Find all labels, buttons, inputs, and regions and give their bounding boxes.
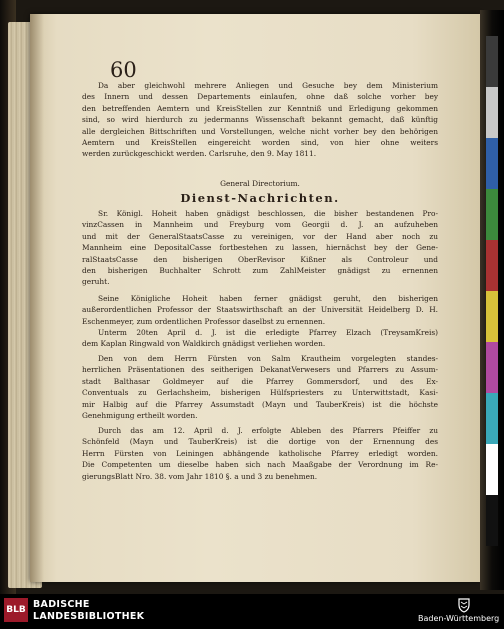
text-line: Herrn Fürsten von Leiningen abhängende katholische Pfarrey erledigt worden.: [82, 448, 438, 458]
gutter-shadow: [30, 14, 44, 582]
text-line: Mannheim eine DepositalCasse fortbestehen zu lassen, hiernächst bey der Gene-: [82, 243, 438, 253]
text-line: Die Competenten um dieselbe haben sich nach Maaßgabe der Verordnung im Re-: [82, 460, 438, 470]
text-line: Durch das am 12. April d. J. erfolgte Ableben des Pfarrers Pfeiffer zu: [98, 426, 438, 435]
text-line: Aemtern und KreisStellen eingereicht worden sind, von hier ohne weiters: [82, 138, 438, 147]
text-line: Unterm 20ten April d. J. ist die erledigte Pfarrey Elzach (TreysamKreis): [98, 328, 438, 337]
text-line: außerordentlichen Professor der Staatswirthschaft an der Universität Heidelberg D. H.: [82, 305, 438, 315]
text-line: den bisherigen Buchhalter Schrott zum ZahlMeister gnädigst zu ernennen: [82, 266, 438, 275]
section-heading: Dienst-Nachrichten.: [180, 191, 340, 205]
text-line: geruht.: [82, 277, 110, 287]
signature: General Directorium.: [220, 179, 300, 188]
text-line: ralStaatsCasse den bisherigen OberRevisor Kißner als Controleur und: [82, 254, 438, 264]
library-name: BADISCHE LANDESBIBLIOTHEK: [33, 599, 145, 622]
text-line: des Innern und dessen Departements einlaufen, ohne daß solche vorher bey: [82, 92, 438, 102]
text-line: stadt Balthasar Goldmeyer auf die Pfarrey Gommersdorf, und des Ex-: [82, 376, 438, 386]
blb-logo: BLB: [4, 598, 28, 622]
coat-of-arms-icon: [456, 597, 472, 613]
text-line: herrlichen Präsentationen des seitherigen DekanatVerwesers und Pfarrers zu Assum-: [82, 365, 438, 375]
footer-bar: [0, 594, 504, 629]
text-line: Schönfeld (Mayn und TauberKreis) ist die dortige von der Ernennung des: [82, 437, 438, 447]
text-line: sind, so wird hierdurch zu jedermanns Wissenschaft bekannt gemacht, daß künftig: [82, 115, 438, 125]
text-line: Da aber gleichwohl mehrere Anliegen und Gesuche bey dem Ministerium: [98, 81, 438, 90]
state-label: Baden-Württemberg: [418, 614, 500, 623]
text-line: alle dergleichen Bittschriften und Vorstellungen, welche nicht vorher bey den behörigen: [82, 126, 438, 136]
text-line: werden zurückgeschickt werden. Carlsruhe, den 9. May 1811.: [82, 149, 317, 159]
text-line: den betreffenden Aemtern und KreisStellen zur Kenntniß und Erledigung gekommen: [82, 103, 438, 113]
text-line: dem Kaplan Ringwald von Waldkirch gnädigst verliehen worden.: [82, 339, 326, 349]
text-line: Eschenmeyer, zum ordentlichen Professor daselbst zu ernennen.: [82, 316, 326, 326]
text-line: gierungsBlatt Nro. 38. vom Jahr 1810 §. a und 3 zu benehmen.: [82, 471, 318, 481]
text-line: Sr. Königl. Hoheit haben gnädigst beschlossen, die bisher bestandenen Pro-: [98, 209, 438, 218]
text-line: vinzCassen in Mannheim und Freyburg vom Georgii d. J. an aufzuheben: [82, 220, 438, 230]
text-line: Den von dem Herrn Fürsten von Salm Krautheim vorgelegten standes-: [98, 354, 438, 363]
color-calibration-strip: [486, 36, 498, 546]
text-line: Genehmigung ertheilt worden.: [82, 411, 198, 420]
text-line: und mit der GeneralStaatsCasse zu vereinigen, vor der Hand aber noch zu: [82, 231, 438, 241]
text-line: Conventuals zu Gerlachsheim, bisherigen Hülfspriesters zu Unterwittstadt, Kasi-: [82, 388, 438, 398]
text-line: mir Halbig auf die Pfarrey Assumstadt (Mayn und TauberKreis) ist die höchste: [82, 399, 438, 409]
text-line: Seine Königliche Hoheit haben ferner gnädigst geruht, den bisherigen: [98, 294, 438, 303]
page-number: 60: [110, 58, 137, 82]
